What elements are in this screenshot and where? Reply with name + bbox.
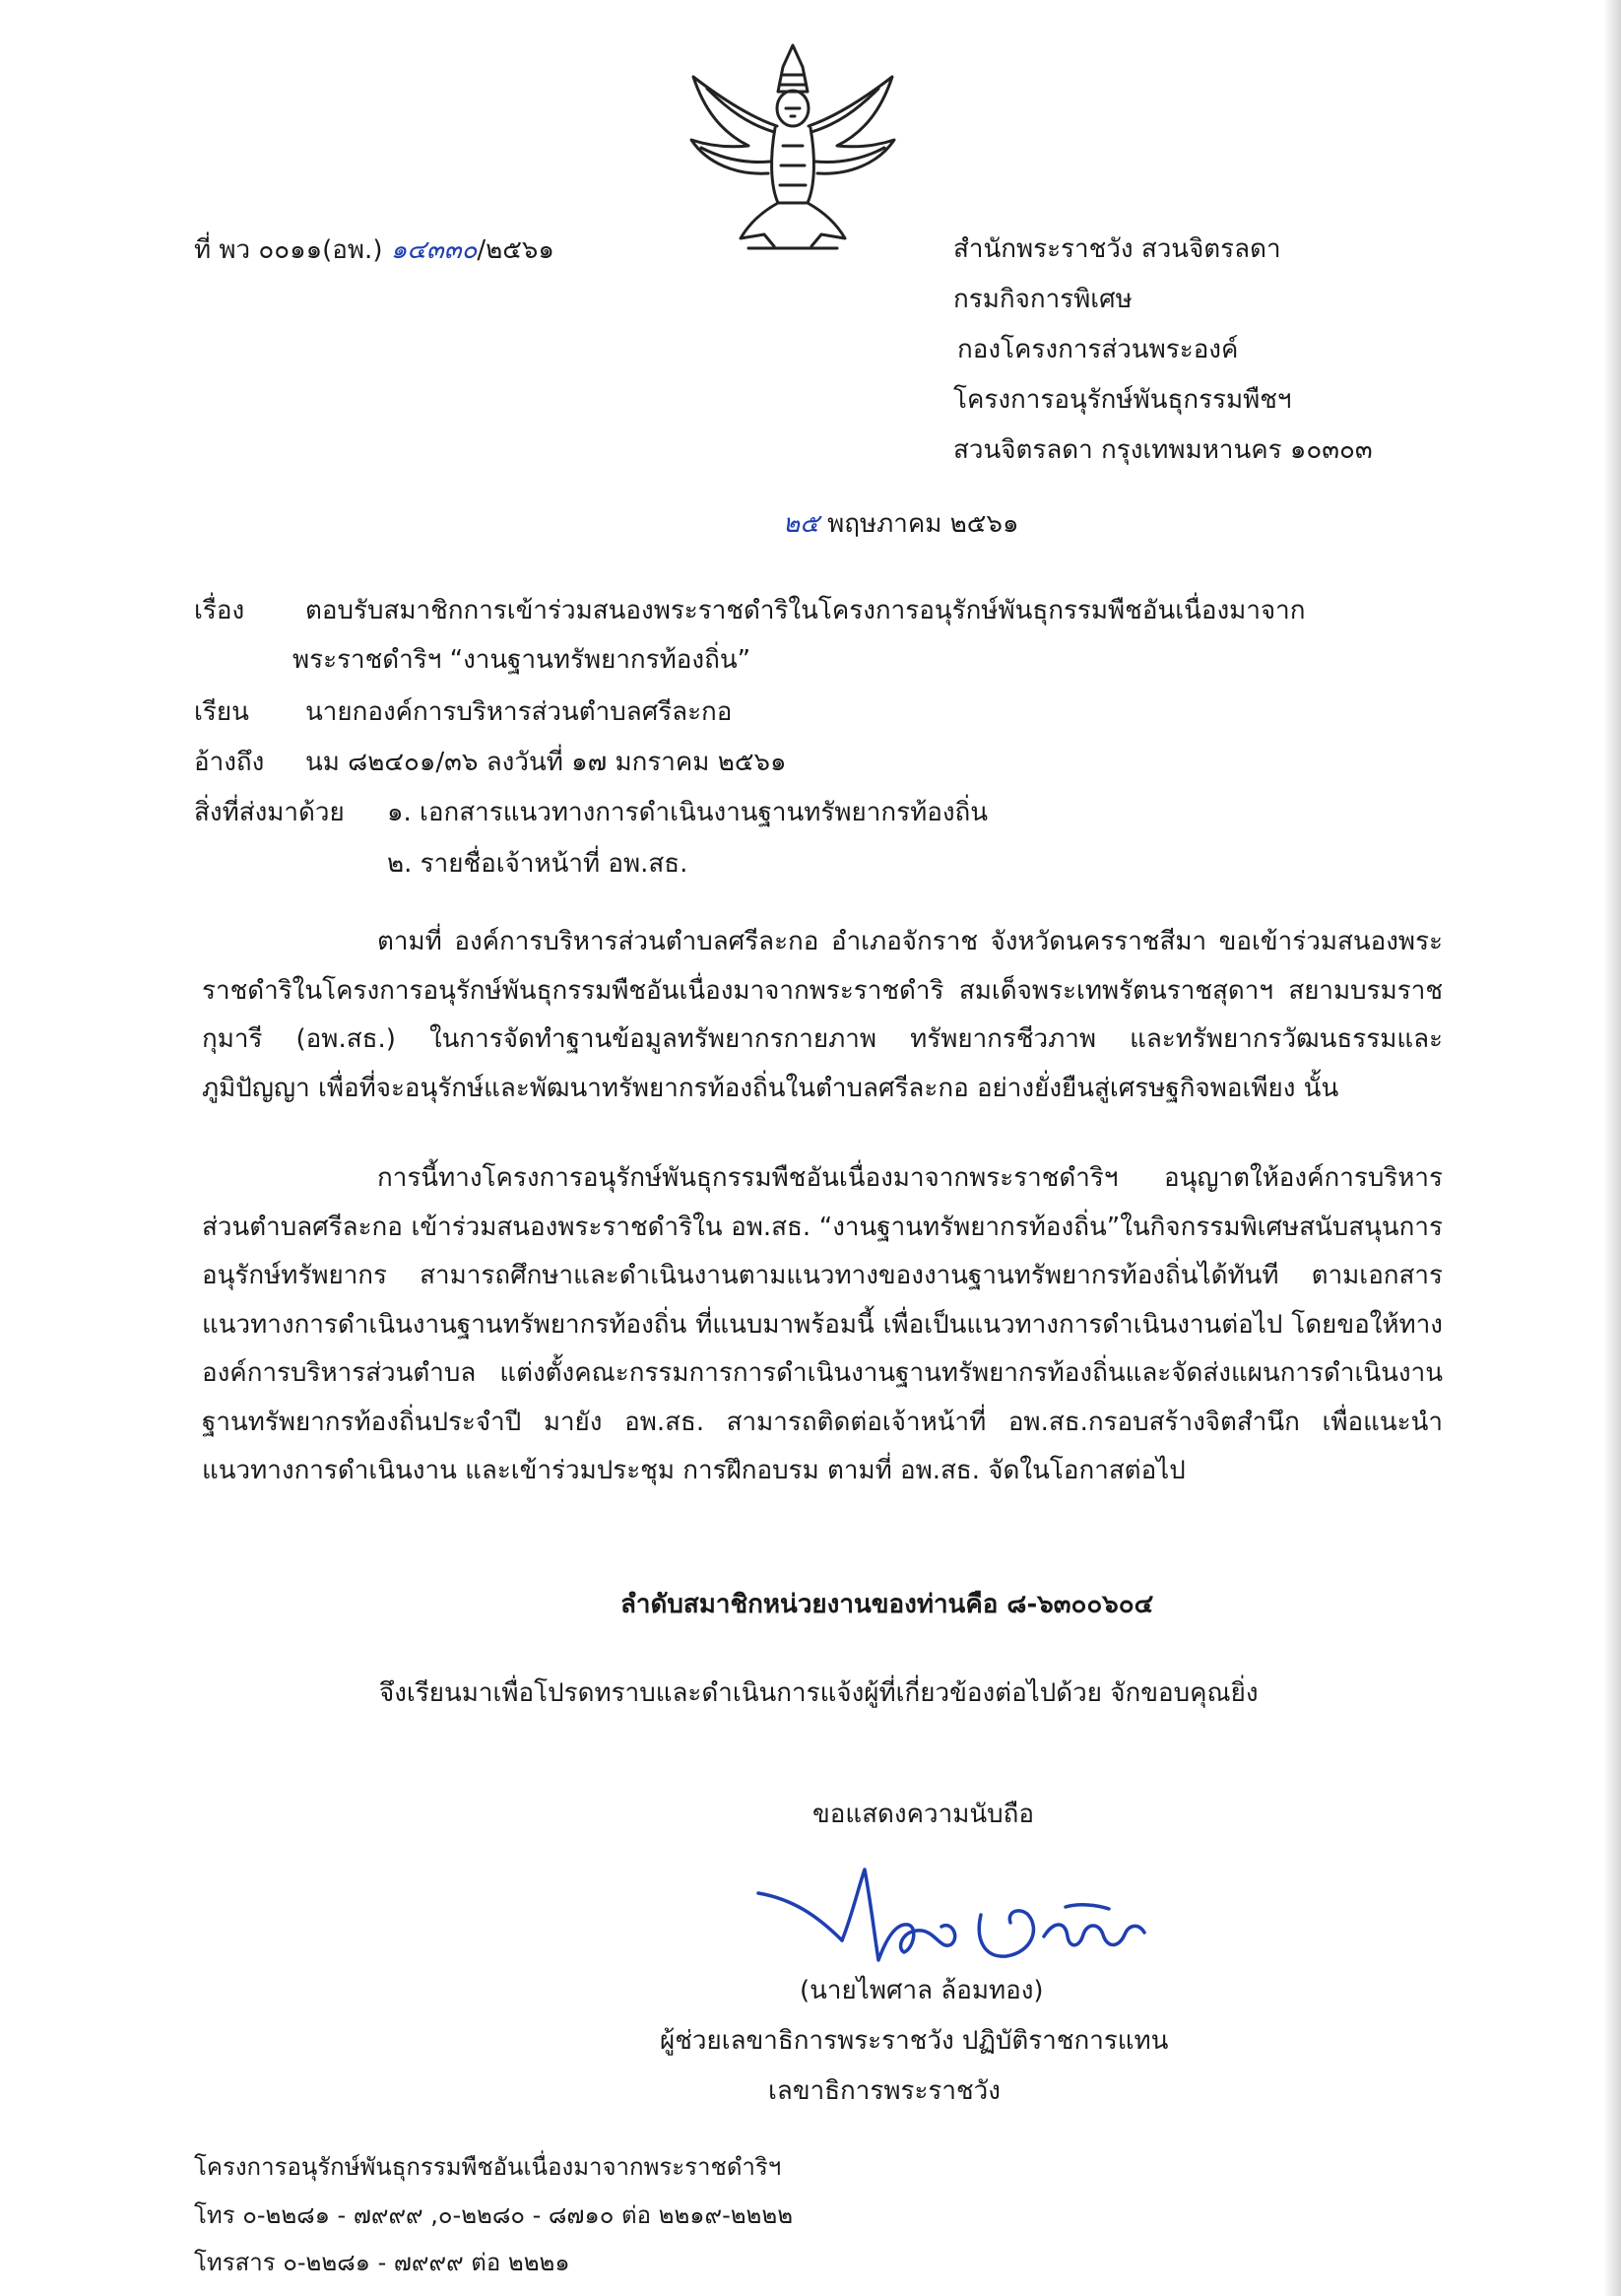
- sender-line-3: กองโครงการส่วนพระองค์: [957, 335, 1239, 364]
- to-label: เรียน: [194, 697, 249, 727]
- body-paragraph-2-text: การนี้ทางโครงการอนุรักษ์พันธุกรรมพืชอันเนื่องมาจากพระราชดำริฯ อนุญาตให้องค์การบริหารส่วนตำบลศรีละกอ เข้าร่วมสนองพระราชดำริใน อพ.สธ. “งานฐานทรัพยากรท้องถิ่น”ในกิจกรรมพิเศษสนับสนุนการอนุรักษ์ทรัพยากร สามารถศึกษาและดำเนินงานตามแนวทางของงานฐานทรัพยากรท้องถิ่นได้ทันที ตามเอกสารแนวทางการดำเนินงานฐานทรัพยากรท้องถิ่น ที่แนบมาพร้อมนี้ เพื่อเป็นแนวทางการดำเนินงานต่อไป โดยขอให้ทางองค์การบริหารส่วนตำบล แต่งตั้งคณะกรรมการการดำเนินงานฐานทรัพยากรท้องถิ่นและจัดส่งแผนการดำเนินงานฐานทรัพยากรท้องถิ่นประจำปี มายัง อพ.สธ. สามารถติดต่อเจ้าหน้าที่ อพ.สธ.กรอบสร้างจิตสำนึก เพื่อแนะนำแนวทางการดำเนินงาน และเข้าร่วมประชุม การฝึกอบรม ตามที่ อพ.สธ. จัดในโอกาสต่อไป: [202, 1163, 1443, 1485]
- date-month-year: พฤษภาคม ๒๕๖๑: [827, 509, 1019, 539]
- reference-number: [194, 233, 554, 267]
- reference-prefix: ที่ พว ๐๐๑๑(อพ.): [194, 235, 383, 265]
- reference-suffix: /๒๕๖๑: [477, 235, 554, 265]
- sender-line-2: กรมกิจการพิเศษ: [953, 285, 1133, 314]
- footer-fax: โทรสาร ๐-๒๒๘๑ - ๗๙๙๙ ต่อ ๒๒๒๑: [194, 2249, 570, 2276]
- sender-line-4: โครงการอนุรักษ์พันธุกรรมพืชฯ: [953, 385, 1292, 415]
- regards: ขอแสดงความนับถือ: [812, 1800, 1034, 1829]
- scan-edge: [1603, 0, 1621, 2296]
- body-paragraph-1-text: ตามที่ องค์การบริหารส่วนตำบลศรีละกอ อำเภอจักราช จังหวัดนครราชสีมา ขอเข้าร่วมสนองพระราชดำริในโครงการอนุรักษ์พันธุกรรมพืชอันเนื่องมาจากพระราชดำริ สมเด็จพระเทพรัตนราชสุดาฯ สยามบรมราชกุมารี (อพ.สธ.) ในการจัดทำฐานข้อมูลทรัพยากรกายภาพ ทรัพยากรชีวภาพ และทรัพยากรวัฒนธรรมและภูมิปัญญา เพื่อที่จะอนุรักษ์และพัฒนาทรัพยากรท้องถิ่นในตำบลศรีละกอ อย่างยั่งยืนสู่เศรษฐกิจพอเพียง นั้น: [202, 927, 1443, 1103]
- signer-position-2: เลขาธิการพระราชวัง: [768, 2076, 1001, 2106]
- to-value: นายกองค์การบริหารส่วนตำบลศรีละกอ: [305, 697, 733, 727]
- garuda-emblem-icon: [680, 37, 906, 256]
- reference-handwritten-number: ๑๔๓๓๐: [390, 235, 478, 265]
- refer-label: อ้างถึง: [194, 748, 265, 777]
- subject-line-1: ตอบรับสมาชิกการเข้าร่วมสนองพระราชดำริในโครงการอนุรักษ์พันธุกรรมพืชอันเนื่องมาจาก: [305, 596, 1306, 625]
- letter-date: [783, 507, 1018, 541]
- subject-label: เรื่อง: [194, 596, 245, 625]
- date-handwritten-day: ๒๕: [783, 509, 819, 539]
- sender-line-5: สวนจิตรลดา กรุงเทพมหานคร ๑๐๓๐๓: [953, 435, 1373, 465]
- footer-organization: โครงการอนุรักษ์พันธุกรรมพืชอันเนื่องมาจากพระราชดำริฯ: [194, 2153, 782, 2181]
- enclosure-label: สิ่งที่ส่งมาด้วย: [194, 798, 345, 827]
- subject-line-2: พระราชดำริฯ “งานฐานทรัพยากรท้องถิ่น”: [292, 645, 751, 675]
- handwritten-signature: [748, 1862, 1162, 1990]
- member-number: ลำดับสมาชิกหน่วยงานของท่านคือ ๘-๖๓๐๐๖๐๔: [620, 1590, 1154, 1619]
- body-paragraph-2: [202, 1154, 1443, 1496]
- signer-position-1: ผู้ช่วยเลขาธิการพระราชวัง ปฏิบัติราชการแทน: [660, 2026, 1169, 2056]
- closing-sentence: จึงเรียนมาเพื่อโปรดทราบและดำเนินการแจ้งผู้ที่เกี่ยวข้องต่อไปด้วย จักขอบคุณยิ่ง: [379, 1678, 1259, 1708]
- refer-value: นม ๘๒๔๐๑/๓๖ ลงวันที่ ๑๗ มกราคม ๒๕๖๑: [305, 748, 787, 777]
- body-paragraph-1: [202, 918, 1443, 1113]
- enclosure-item-1: ๑. เอกสารแนวทางการดำเนินงานฐานทรัพยากรท้องถิ่น: [387, 798, 989, 827]
- sender-line-1: สำนักพระราชวัง สวนจิตรลดา: [953, 234, 1281, 264]
- enclosure-item-2: ๒. รายชื่อเจ้าหน้าที่ อพ.สธ.: [387, 849, 688, 879]
- footer-telephone: โทร ๐-๒๒๘๑ - ๗๙๙๙ ,๐-๒๒๘๐ - ๘๗๑๐ ต่อ ๒๒๑๙-๒๒๒๒: [194, 2201, 794, 2229]
- signer-name: (นายไพศาล ล้อมทอง): [800, 1976, 1044, 2005]
